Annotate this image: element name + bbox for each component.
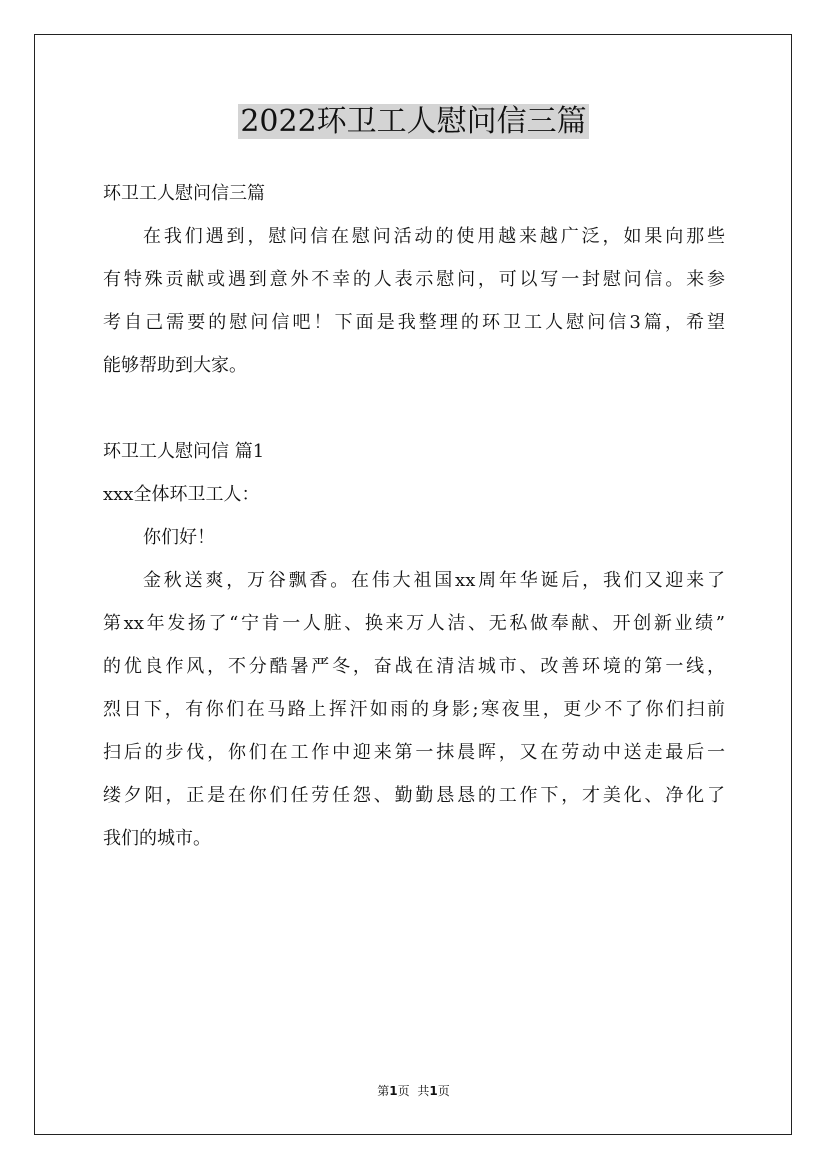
subtitle: 环卫工人慰问信三篇 — [103, 183, 265, 204]
letter-paragraph — [103, 559, 725, 860]
body-line-7: 我们的城市。 — [103, 828, 211, 849]
body-line-4: 烈日下，有你们在马路上挥汗如雨的身影;寒夜里，更少不了你们扫前 — [103, 699, 725, 720]
page-prefix: 第 — [377, 1084, 390, 1098]
paragraph-gap — [103, 387, 725, 430]
page-number: 1 — [389, 1084, 398, 1098]
body-line-5: 扫后的步伐，你们在工作中迎来第一抹晨晖，又在劳动中送走最后一 — [103, 742, 725, 763]
intro-line-1: 在我们遇到，慰问信在慰问活动的使用越来越广泛，如果向那些 — [143, 226, 725, 247]
page-footer — [0, 1082, 827, 1100]
intro-line-4: 能够帮助到大家。 — [103, 355, 247, 376]
total-prefix: 共 — [417, 1084, 430, 1098]
salutation: xxx全体环卫工人： — [103, 484, 260, 505]
document-title — [0, 100, 827, 144]
body-line-1: 金秋送爽，万谷飘香。在伟大祖国xx周年华诞后，我们又迎来了 — [143, 570, 725, 591]
total-suffix: 页 — [437, 1084, 450, 1098]
body-line-2: 第xx年发扬了“宁肯一人脏、换来万人洁、无私做奉献、开创新业绩” — [103, 613, 725, 634]
document-title-text: 2022环卫工人慰问信三篇 — [240, 104, 587, 139]
intro-paragraph — [103, 215, 725, 387]
intro-line-3: 考自己需要的慰问信吧！下面是我整理的环卫工人慰问信3篇，希望 — [103, 312, 725, 333]
total-pages: 1 — [429, 1084, 438, 1098]
body-line-6: 缕夕阳，正是在你们任劳任怨、勤勤恳恳的工作下，才美化、净化了 — [103, 785, 725, 806]
body-line-3: 的优良作风，不分酷暑严冬，奋战在清洁城市、改善环境的第一线， — [103, 656, 725, 677]
document-body — [103, 172, 725, 860]
greeting: 你们好！ — [143, 527, 215, 548]
page-suffix: 页 — [397, 1084, 410, 1098]
intro-line-2: 有特殊贡献或遇到意外不幸的人表示慰问，可以写一封慰问信。来参 — [103, 269, 725, 290]
section-heading: 环卫工人慰问信 篇1 — [103, 441, 265, 462]
